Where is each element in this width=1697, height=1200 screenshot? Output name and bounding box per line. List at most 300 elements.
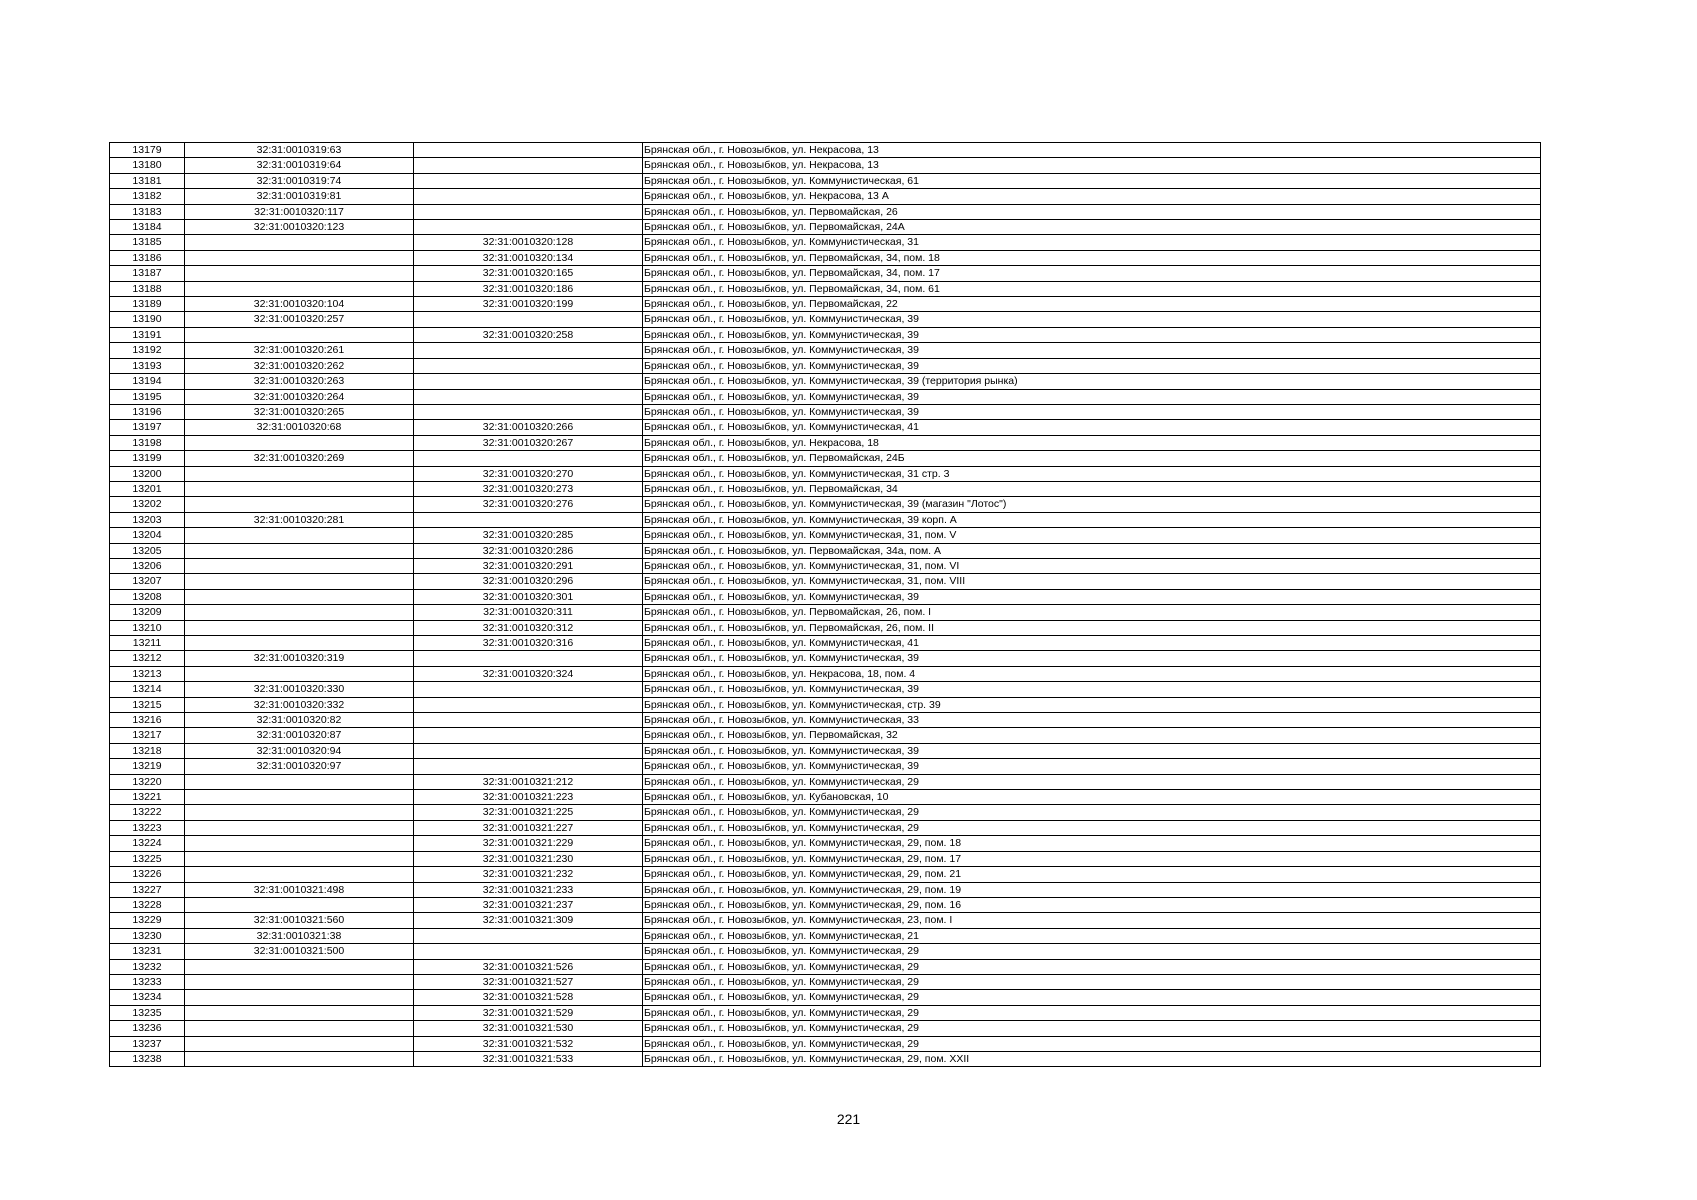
cadastral-number-cell [185,1005,414,1020]
address-cell: Брянская обл., г. Новозыбков, ул. Коммунистическая, 39 корп. А [643,512,1541,527]
address-cell: Брянская обл., г. Новозыбков, ул. Некрасова, 13 А [643,189,1541,204]
row-number-cell: 13186 [110,250,185,265]
table-row [110,158,1541,173]
cadastral-number-cell: 32:31:0010320:319 [185,651,414,666]
row-number-cell: 13214 [110,682,185,697]
row-number-cell: 13225 [110,851,185,866]
row-number-cell: 13200 [110,466,185,481]
cadastral-number-cell: 32:31:0010320:332 [185,697,414,712]
cadastral-number-cell [185,836,414,851]
cadastral-number-2-cell: 32:31:0010320:301 [414,589,643,604]
cadastral-number-2-cell [414,389,643,404]
table-row [110,173,1541,188]
address-cell: Брянская обл., г. Новозыбков, ул. Коммунистическая, 29 [643,1036,1541,1051]
cadastral-number-cell [185,327,414,342]
cadastral-number-2-cell [414,944,643,959]
cadastral-number-cell [185,466,414,481]
address-cell: Брянская обл., г. Новозыбков, ул. Коммунистическая, 39 [643,327,1541,342]
cadastral-number-cell: 32:31:0010320:94 [185,743,414,758]
registry-table-body [110,143,1541,1067]
table-row [110,682,1541,697]
row-number-cell: 13204 [110,528,185,543]
address-cell: Брянская обл., г. Новозыбков, ул. Коммунистическая, 29, пом. 16 [643,897,1541,912]
address-cell: Брянская обл., г. Новозыбков, ул. Первомайская, 26, пом. II [643,620,1541,635]
row-number-cell: 13195 [110,389,185,404]
cadastral-number-2-cell: 32:31:0010320:270 [414,466,643,481]
cadastral-number-2-cell [414,728,643,743]
address-cell: Брянская обл., г. Новозыбков, ул. Коммунистическая, 39 [643,759,1541,774]
cadastral-number-cell [185,790,414,805]
table-row [110,297,1541,312]
address-cell: Брянская обл., г. Новозыбков, ул. Коммунистическая, 31, пом. VIII [643,574,1541,589]
row-number-cell: 13183 [110,204,185,219]
address-cell: Брянская обл., г. Новозыбков, ул. Коммунистическая, 29, пом. 21 [643,867,1541,882]
cadastral-number-2-cell: 32:31:0010321:529 [414,1005,643,1020]
cadastral-number-cell [185,851,414,866]
cadastral-number-2-cell: 32:31:0010320:267 [414,435,643,450]
cadastral-number-2-cell: 32:31:0010320:128 [414,235,643,250]
table-row [110,481,1541,496]
row-number-cell: 13180 [110,158,185,173]
cadastral-number-2-cell [414,204,643,219]
cadastral-number-cell [185,1051,414,1066]
table-row [110,620,1541,635]
cadastral-number-2-cell [414,374,643,389]
cadastral-number-2-cell: 32:31:0010320:324 [414,666,643,681]
row-number-cell: 13203 [110,512,185,527]
row-number-cell: 13211 [110,636,185,651]
cadastral-number-cell [185,1036,414,1051]
table-row [110,204,1541,219]
address-cell: Брянская обл., г. Новозыбков, ул. Коммунистическая, 29, пом. 17 [643,851,1541,866]
cadastral-number-2-cell: 32:31:0010320:258 [414,327,643,342]
table-row [110,774,1541,789]
row-number-cell: 13190 [110,312,185,327]
address-cell: Брянская обл., г. Новозыбков, ул. Некрасова, 18 [643,435,1541,450]
cadastral-number-2-cell: 32:31:0010321:309 [414,913,643,928]
row-number-cell: 13199 [110,451,185,466]
cadastral-number-2-cell: 32:31:0010320:316 [414,636,643,651]
cadastral-number-cell [185,620,414,635]
cadastral-number-2-cell [414,743,643,758]
cadastral-number-cell: 32:31:0010320:97 [185,759,414,774]
cadastral-number-2-cell: 32:31:0010321:237 [414,897,643,912]
cadastral-number-cell [185,636,414,651]
row-number-cell: 13235 [110,1005,185,1020]
cadastral-number-cell: 32:31:0010321:560 [185,913,414,928]
row-number-cell: 13198 [110,435,185,450]
table-row [110,728,1541,743]
address-cell: Брянская обл., г. Новозыбков, ул. Коммунистическая, 21 [643,928,1541,943]
table-row [110,928,1541,943]
cadastral-number-cell: 32:31:0010321:498 [185,882,414,897]
table-row [110,466,1541,481]
cadastral-number-cell [185,867,414,882]
table-row [110,343,1541,358]
table-row [110,528,1541,543]
address-cell: Брянская обл., г. Новозыбков, ул. Коммунистическая, 29 [643,990,1541,1005]
table-row [110,374,1541,389]
row-number-cell: 13206 [110,558,185,573]
address-cell: Брянская обл., г. Новозыбков, ул. Коммунистическая, 41 [643,420,1541,435]
table-row [110,512,1541,527]
table-row [110,1021,1541,1036]
cadastral-number-cell [185,990,414,1005]
cadastral-number-cell [185,959,414,974]
address-cell: Брянская обл., г. Новозыбков, ул. Коммунистическая, 29, пом. 19 [643,882,1541,897]
table-row [110,312,1541,327]
row-number-cell: 13208 [110,589,185,604]
table-row [110,805,1541,820]
cadastral-number-2-cell [414,358,643,373]
table-row [110,250,1541,265]
table-row [110,1051,1541,1066]
table-row [110,420,1541,435]
address-cell: Брянская обл., г. Новозыбков, ул. Коммунистическая, 61 [643,173,1541,188]
table-row [110,713,1541,728]
cadastral-number-2-cell: 32:31:0010321:233 [414,882,643,897]
cadastral-number-2-cell [414,143,643,158]
address-cell: Брянская обл., г. Новозыбков, ул. Коммунистическая, 39 [643,312,1541,327]
cadastral-number-cell: 32:31:0010320:104 [185,297,414,312]
address-cell: Брянская обл., г. Новозыбков, ул. Первомайская, 22 [643,297,1541,312]
cadastral-number-cell: 32:31:0010320:281 [185,512,414,527]
cadastral-number-cell [185,266,414,281]
row-number-cell: 13188 [110,281,185,296]
row-number-cell: 13191 [110,327,185,342]
table-row [110,281,1541,296]
cadastral-number-2-cell [414,312,643,327]
address-cell: Брянская обл., г. Новозыбков, ул. Первомайская, 26, пом. I [643,605,1541,620]
table-row [110,944,1541,959]
cadastral-number-cell [185,497,414,512]
row-number-cell: 13207 [110,574,185,589]
address-cell: Брянская обл., г. Новозыбков, ул. Коммунистическая, 29 [643,944,1541,959]
cadastral-number-cell [185,528,414,543]
cadastral-number-2-cell [414,512,643,527]
cadastral-number-2-cell [414,682,643,697]
address-cell: Брянская обл., г. Новозыбков, ул. Коммунистическая, 39 [643,682,1541,697]
cadastral-number-2-cell: 32:31:0010321:227 [414,820,643,835]
row-number-cell: 13197 [110,420,185,435]
table-row [110,743,1541,758]
table-row [110,697,1541,712]
cadastral-number-cell: 32:31:0010320:269 [185,451,414,466]
cadastral-number-cell: 32:31:0010320:330 [185,682,414,697]
cadastral-number-cell: 32:31:0010320:87 [185,728,414,743]
cadastral-number-2-cell: 32:31:0010320:186 [414,281,643,296]
cadastral-number-cell [185,666,414,681]
cadastral-number-cell: 32:31:0010320:265 [185,404,414,419]
row-number-cell: 13233 [110,974,185,989]
table-row [110,759,1541,774]
row-number-cell: 13201 [110,481,185,496]
address-cell: Брянская обл., г. Новозыбков, ул. Коммунистическая, 31 [643,235,1541,250]
row-number-cell: 13221 [110,790,185,805]
address-cell: Брянская обл., г. Новозыбков, ул. Коммунистическая, 29 [643,1021,1541,1036]
cadastral-number-cell [185,589,414,604]
cadastral-number-cell [185,481,414,496]
cadastral-number-cell [185,558,414,573]
table-row [110,651,1541,666]
row-number-cell: 13185 [110,235,185,250]
address-cell: Брянская обл., г. Новозыбков, ул. Коммунистическая, 39 [643,358,1541,373]
cadastral-number-2-cell: 32:31:0010321:526 [414,959,643,974]
row-number-cell: 13179 [110,143,185,158]
row-number-cell: 13210 [110,620,185,635]
address-cell: Брянская обл., г. Новозыбков, ул. Коммунистическая, 39 (магазин "Лотос") [643,497,1541,512]
table-row [110,235,1541,250]
address-cell: Брянская обл., г. Новозыбков, ул. Коммунистическая, 29, пом. XXII [643,1051,1541,1066]
table-row [110,1036,1541,1051]
row-number-cell: 13213 [110,666,185,681]
cadastral-number-2-cell [414,404,643,419]
table-row [110,605,1541,620]
cadastral-number-cell: 32:31:0010320:257 [185,312,414,327]
cadastral-number-2-cell: 32:31:0010321:225 [414,805,643,820]
address-cell: Брянская обл., г. Новозыбков, ул. Коммунистическая, 39 [643,343,1541,358]
table-row [110,820,1541,835]
cadastral-number-2-cell: 32:31:0010320:285 [414,528,643,543]
cadastral-number-cell [185,805,414,820]
table-row [110,882,1541,897]
row-number-cell: 13193 [110,358,185,373]
table-row [110,574,1541,589]
cadastral-number-2-cell [414,928,643,943]
table-row [110,851,1541,866]
address-cell: Брянская обл., г. Новозыбков, ул. Коммунистическая, 29 [643,959,1541,974]
address-cell: Брянская обл., г. Новозыбков, ул. Коммунистическая, 31, пом. V [643,528,1541,543]
cadastral-number-cell [185,1021,414,1036]
row-number-cell: 13230 [110,928,185,943]
cadastral-number-cell: 32:31:0010321:500 [185,944,414,959]
address-cell: Брянская обл., г. Новозыбков, ул. Первомайская, 24Б [643,451,1541,466]
cadastral-number-cell: 32:31:0010320:261 [185,343,414,358]
cadastral-number-2-cell: 32:31:0010320:296 [414,574,643,589]
row-number-cell: 13212 [110,651,185,666]
table-row [110,913,1541,928]
table-row [110,358,1541,373]
row-number-cell: 13229 [110,913,185,928]
row-number-cell: 13196 [110,404,185,419]
row-number-cell: 13216 [110,713,185,728]
row-number-cell: 13192 [110,343,185,358]
cadastral-number-2-cell: 32:31:0010321:232 [414,867,643,882]
cadastral-number-2-cell: 32:31:0010320:199 [414,297,643,312]
row-number-cell: 13232 [110,959,185,974]
row-number-cell: 13227 [110,882,185,897]
cadastral-number-cell [185,820,414,835]
address-cell: Брянская обл., г. Новозыбков, ул. Коммунистическая, 31, пом. VI [643,558,1541,573]
cadastral-number-2-cell: 32:31:0010320:312 [414,620,643,635]
cadastral-number-cell: 32:31:0010320:68 [185,420,414,435]
row-number-cell: 13223 [110,820,185,835]
cadastral-number-2-cell [414,651,643,666]
cadastral-number-2-cell: 32:31:0010320:134 [414,250,643,265]
table-row [110,836,1541,851]
table-row [110,327,1541,342]
cadastral-number-cell: 32:31:0010320:117 [185,204,414,219]
cadastral-number-cell: 32:31:0010320:123 [185,220,414,235]
address-cell: Брянская обл., г. Новозыбков, ул. Коммунистическая, 33 [643,713,1541,728]
cadastral-number-2-cell: 32:31:0010321:532 [414,1036,643,1051]
cadastral-number-cell [185,435,414,450]
cadastral-number-2-cell [414,759,643,774]
table-row [110,451,1541,466]
address-cell: Брянская обл., г. Новозыбков, ул. Некрасова, 13 [643,143,1541,158]
address-cell: Брянская обл., г. Новозыбков, ул. Коммунистическая, 39 [643,651,1541,666]
cadastral-number-2-cell: 32:31:0010320:311 [414,605,643,620]
row-number-cell: 13215 [110,697,185,712]
row-number-cell: 13222 [110,805,185,820]
table-row [110,990,1541,1005]
cadastral-number-cell [185,235,414,250]
table-row [110,897,1541,912]
address-cell: Брянская обл., г. Новозыбков, ул. Первомайская, 34, пом. 18 [643,250,1541,265]
cadastral-number-2-cell: 32:31:0010320:273 [414,481,643,496]
address-cell: Брянская обл., г. Новозыбков, ул. Коммунистическая, 39 [643,743,1541,758]
cadastral-number-cell: 32:31:0010319:63 [185,143,414,158]
table-row [110,974,1541,989]
cadastral-number-cell: 32:31:0010320:262 [185,358,414,373]
table-row [110,790,1541,805]
cadastral-number-cell: 32:31:0010319:81 [185,189,414,204]
row-number-cell: 13226 [110,867,185,882]
cadastral-number-2-cell: 32:31:0010320:286 [414,543,643,558]
table-row [110,1005,1541,1020]
address-cell: Брянская обл., г. Новозыбков, ул. Коммунистическая, 29 [643,1005,1541,1020]
table-row [110,959,1541,974]
cadastral-number-2-cell [414,158,643,173]
row-number-cell: 13181 [110,173,185,188]
cadastral-number-cell [185,574,414,589]
cadastral-number-2-cell [414,173,643,188]
row-number-cell: 13237 [110,1036,185,1051]
table-row [110,867,1541,882]
address-cell: Брянская обл., г. Новозыбков, ул. Коммунистическая, 29 [643,820,1541,835]
address-cell: Брянская обл., г. Новозыбков, ул. Первомайская, 34а, пом. А [643,543,1541,558]
table-row [110,666,1541,681]
cadastral-number-cell [185,250,414,265]
page-number: 221 [836,1111,861,1127]
cadastral-number-2-cell [414,343,643,358]
address-cell: Брянская обл., г. Новозыбков, ул. Коммунистическая, 23, пом. I [643,913,1541,928]
table-row [110,636,1541,651]
address-cell: Брянская обл., г. Новозыбков, ул. Первомайская, 34 [643,481,1541,496]
row-number-cell: 13189 [110,297,185,312]
row-number-cell: 13194 [110,374,185,389]
address-cell: Брянская обл., г. Новозыбков, ул. Коммунистическая, 29 [643,974,1541,989]
row-number-cell: 13238 [110,1051,185,1066]
address-cell: Брянская обл., г. Новозыбков, ул. Первомайская, 26 [643,204,1541,219]
row-number-cell: 13217 [110,728,185,743]
table-row [110,497,1541,512]
cadastral-number-cell [185,774,414,789]
cadastral-number-2-cell: 32:31:0010321:527 [414,974,643,989]
cadastral-number-cell [185,974,414,989]
row-number-cell: 13184 [110,220,185,235]
cadastral-number-cell [185,543,414,558]
cadastral-number-2-cell: 32:31:0010321:212 [414,774,643,789]
cadastral-number-cell: 32:31:0010320:264 [185,389,414,404]
row-number-cell: 13205 [110,543,185,558]
row-number-cell: 13236 [110,1021,185,1036]
row-number-cell: 13182 [110,189,185,204]
row-number-cell: 13228 [110,897,185,912]
cadastral-number-cell: 32:31:0010319:64 [185,158,414,173]
address-cell: Брянская обл., г. Новозыбков, ул. Коммунистическая, 39 [643,589,1541,604]
table-row [110,266,1541,281]
cadastral-number-cell: 32:31:0010320:263 [185,374,414,389]
table-row [110,389,1541,404]
cadastral-number-2-cell: 32:31:0010320:276 [414,497,643,512]
cadastral-number-2-cell [414,713,643,728]
address-cell: Брянская обл., г. Новозыбков, ул. Коммунистическая, 39 [643,404,1541,419]
cadastral-number-2-cell: 32:31:0010321:230 [414,851,643,866]
row-number-cell: 13231 [110,944,185,959]
address-cell: Брянская обл., г. Новозыбков, ул. Коммунистическая, стр. 39 [643,697,1541,712]
cadastral-number-2-cell [414,189,643,204]
table-row [110,143,1541,158]
address-cell: Брянская обл., г. Новозыбков, ул. Первомайская, 34, пом. 17 [643,266,1541,281]
registry-table [109,142,1541,1067]
cadastral-number-cell: 32:31:0010320:82 [185,713,414,728]
cadastral-number-cell [185,897,414,912]
cadastral-number-cell [185,281,414,296]
row-number-cell: 13187 [110,266,185,281]
address-cell: Брянская обл., г. Новозыбков, ул. Первомайская, 34, пом. 61 [643,281,1541,296]
row-number-cell: 13224 [110,836,185,851]
address-cell: Брянская обл., г. Новозыбков, ул. Первомайская, 32 [643,728,1541,743]
address-cell: Брянская обл., г. Новозыбков, ул. Первомайская, 24А [643,220,1541,235]
cadastral-number-2-cell: 32:31:0010321:229 [414,836,643,851]
address-cell: Брянская обл., г. Новозыбков, ул. Некрасова, 13 [643,158,1541,173]
cadastral-number-2-cell: 32:31:0010320:291 [414,558,643,573]
cadastral-number-2-cell: 32:31:0010320:266 [414,420,643,435]
address-cell: Брянская обл., г. Новозыбков, ул. Коммунистическая, 29 [643,805,1541,820]
cadastral-number-2-cell: 32:31:0010321:533 [414,1051,643,1066]
cadastral-number-cell [185,605,414,620]
row-number-cell: 13219 [110,759,185,774]
row-number-cell: 13209 [110,605,185,620]
cadastral-number-2-cell [414,220,643,235]
address-cell: Брянская обл., г. Новозыбков, ул. Коммунистическая, 39 [643,389,1541,404]
cadastral-number-2-cell: 32:31:0010321:528 [414,990,643,1005]
address-cell: Брянская обл., г. Новозыбков, ул. Коммунистическая, 29 [643,774,1541,789]
table-row [110,189,1541,204]
address-cell: Брянская обл., г. Новозыбков, ул. Кубановская, 10 [643,790,1541,805]
cadastral-number-2-cell: 32:31:0010321:530 [414,1021,643,1036]
table-row [110,558,1541,573]
address-cell: Брянская обл., г. Новозыбков, ул. Коммунистическая, 41 [643,636,1541,651]
cadastral-number-2-cell: 32:31:0010320:165 [414,266,643,281]
cadastral-number-2-cell [414,697,643,712]
table-row [110,589,1541,604]
row-number-cell: 13234 [110,990,185,1005]
row-number-cell: 13202 [110,497,185,512]
cadastral-number-cell: 32:31:0010321:38 [185,928,414,943]
address-cell: Брянская обл., г. Новозыбков, ул. Коммунистическая, 39 (территория рынка) [643,374,1541,389]
row-number-cell: 13218 [110,743,185,758]
cadastral-number-2-cell: 32:31:0010321:223 [414,790,643,805]
table-row [110,220,1541,235]
cadastral-number-2-cell [414,451,643,466]
address-cell: Брянская обл., г. Новозыбков, ул. Коммунистическая, 29, пом. 18 [643,836,1541,851]
row-number-cell: 13220 [110,774,185,789]
table-row [110,404,1541,419]
cadastral-number-cell: 32:31:0010319:74 [185,173,414,188]
table-row [110,543,1541,558]
